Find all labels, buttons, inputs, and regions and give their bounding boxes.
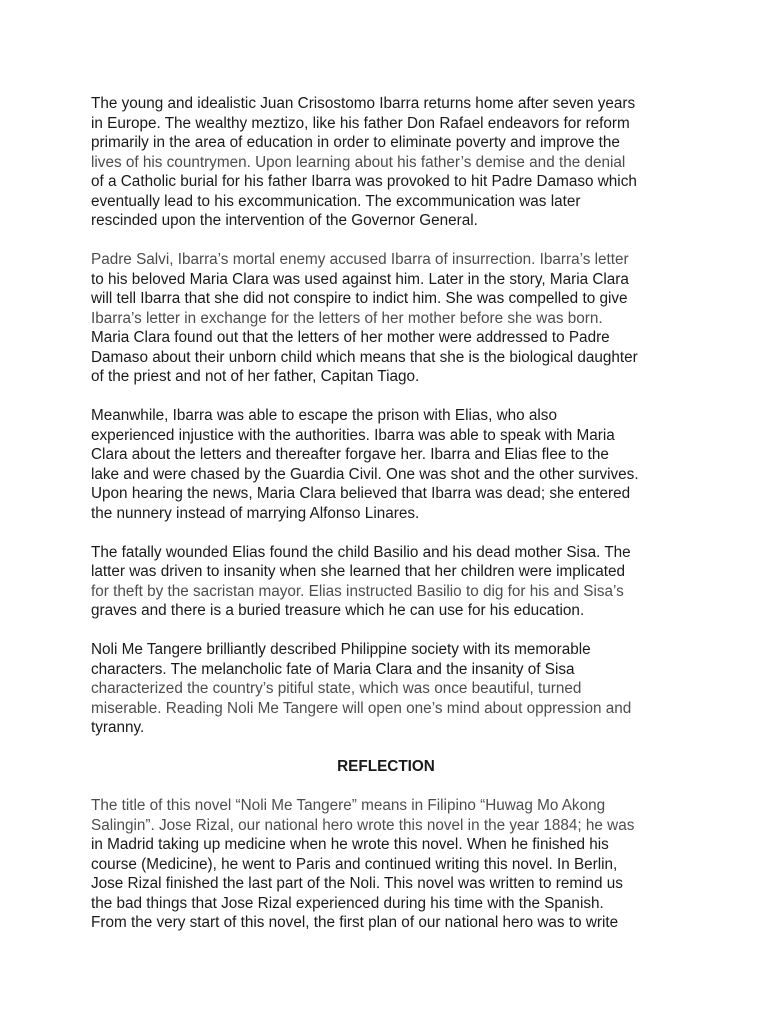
text-line: the bad things that Jose Rizal experienced during his time with the Spanish. [91,894,604,912]
text-line: Padre Salvi, Ibarra’s mortal enemy accused Ibarra of insurrection. Ibarra’s letter [91,251,629,268]
text-line: of a Catholic burial for his father Ibarra was provoked to hit Padre Damaso which [91,173,637,190]
text-line: in Madrid taking up medicine when he wrote this novel. When he finished his [91,836,609,853]
summary-paragraph-1 [91,94,681,231]
text-line: Salingin”. Jose Rizal, our national hero wrote this novel in the year 1884; he was [91,816,635,834]
text-line: will tell Ibarra that she did not conspire to indict him. She was compelled to give [91,290,628,307]
text-line: miserable. Reading Noli Me Tangere will open one’s mind about oppression and [91,699,632,717]
summary-paragraph-4 [91,543,681,621]
text-line: for theft by the sacristan mayor. Elias instructed Basilio to dig for his and Sisa’s [91,582,624,600]
text-line: Meanwhile, Ibarra was able to escape the prison with Elias, who also [91,407,557,424]
text-line: course (Medicine), he went to Paris and continued writing this novel. In Berlin, [91,855,618,873]
text-line: the nunnery instead of marrying Alfonso Linares. [91,504,420,522]
text-line: characterized the country’s pitiful state, which was once beautiful, turned [91,680,582,697]
text-line: rescinded upon the intervention of the Governor General. [91,212,478,229]
text-line: The fatally wounded Elias found the child Basilio and his dead mother Sisa. The [91,543,631,561]
text-line: tyranny. [91,719,145,736]
text-line: Damaso about their unborn child which means that she is the biological daughter [91,348,638,366]
text-line: primarily in the area of education in order to eliminate poverty and improve the [91,134,620,151]
text-line: Jose Rizal finished the last part of the Noli. This novel was written to remind us [91,875,623,892]
text-line: From the very start of this novel, the first plan of our national hero was to write [91,914,619,931]
text-line: The title of this novel “Noli Me Tangere” means in Filipino “Huwag Mo Akong [91,797,606,814]
text-line: eventually lead to his excommunication. The excommunication was later [91,192,581,210]
text-line: Upon hearing the news, Maria Clara believed that Ibarra was dead; she entered [91,485,631,502]
summary-paragraph-3 [91,406,681,523]
document-page [91,94,681,952]
text-line: of the priest and not of her father, Capitan Tiago. [91,368,420,385]
text-line: lives of his countrymen. Upon learning about his father’s demise and the denial [91,153,626,171]
text-line: experienced injustice with the authorities. Ibarra was able to speak with Maria [91,426,615,444]
text-line: Clara about the letters and thereafter forgave her. Ibarra and Elias flee to the [91,446,609,463]
text-line: graves and there is a buried treasure which he can use for his education. [91,602,585,619]
summary-paragraph-2 [91,250,681,387]
summary-paragraph-5 [91,640,681,738]
text-line: The young and idealistic Juan Crisostomo Ibarra returns home after seven years [91,95,636,112]
text-line: lake and were chased by the Guardia Civil. One was shot and the other survives. [91,465,639,483]
text-line: latter was driven to insanity when she learned that her children were implicated [91,563,625,580]
text-line: Maria Clara found out that the letters of her mother were addressed to Padre [91,329,610,346]
text-line: Noli Me Tangere brilliantly described Philippine society with its memorable [91,641,591,658]
text-line: to his beloved Maria Clara was used against him. Later in the story, Maria Clara [91,270,629,288]
reflection-paragraph [91,796,681,933]
reflection-heading: REFLECTION [337,758,435,775]
text-line: in Europe. The wealthy meztizo, like his father Don Rafael endeavors for reform [91,114,630,132]
text-line: Ibarra’s letter in exchange for the letters of her mother before she was born. [91,309,603,327]
text-line: characters. The melancholic fate of Maria Clara and the insanity of Sisa [91,660,575,678]
